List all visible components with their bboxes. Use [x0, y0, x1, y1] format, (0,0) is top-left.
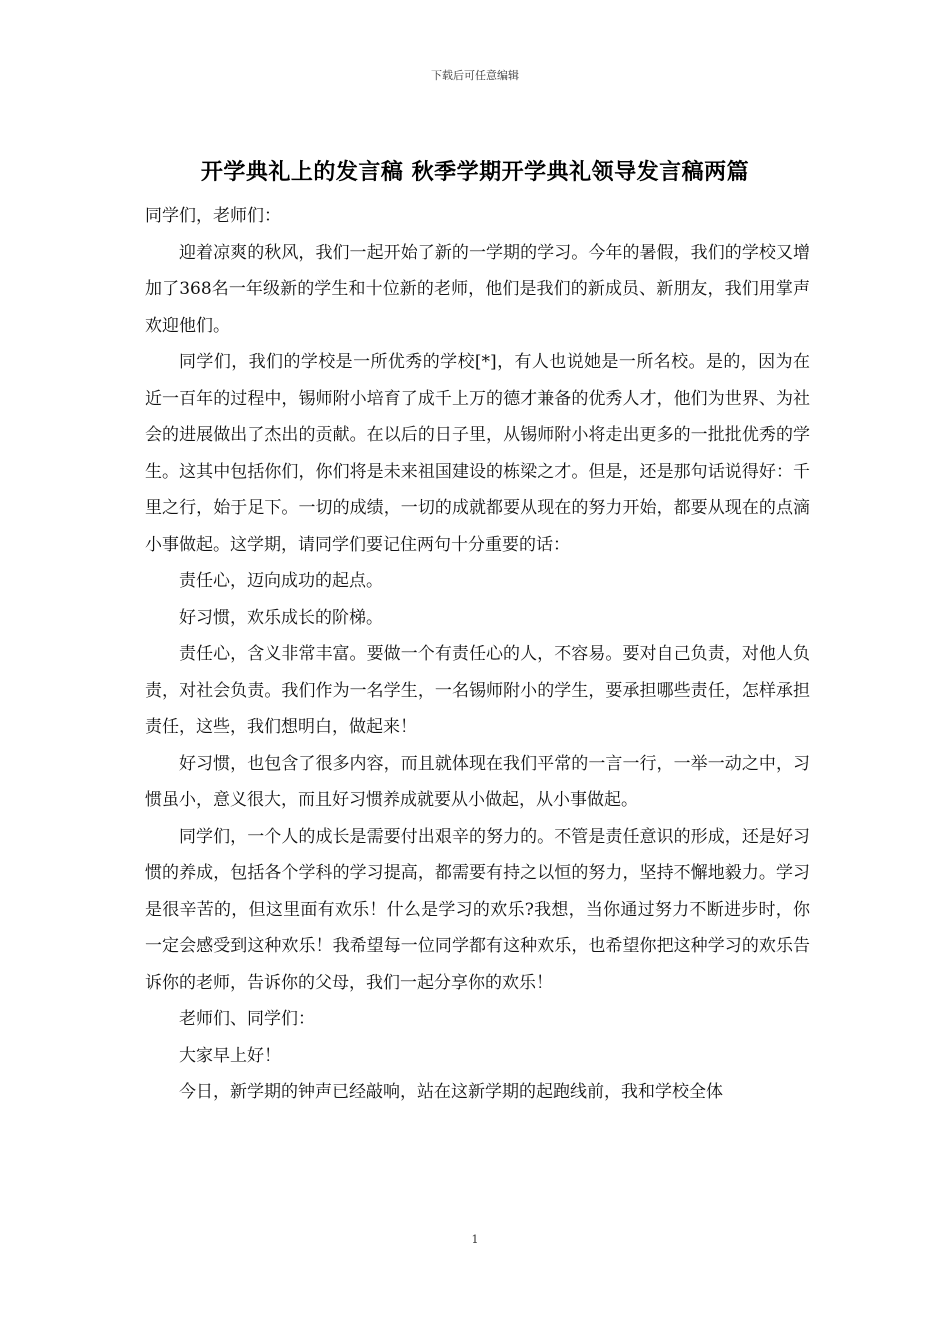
paragraph: 迎着凉爽的秋风，我们一起开始了新的一学期的学习。今年的暑假，我们的学校又增加了368名一年级新的学生和十位新的老师，他们是我们的新成员、新朋友，我们用掌声欢迎他们。 [145, 242, 810, 336]
paragraph: 大家早上好！ [179, 1045, 281, 1066]
paragraph: 同学们，一个人的成长是需要付出艰辛的努力的。不管是责任意识的形成，还是好习惯的养成，包括各个学科的学习提高，都需要有持之以恒的努力，坚持不懈地毅力。学习是很辛苦的，但这里面有欢乐！什么是学习的欢乐?我想，当你通过努力不断进步时，你一定会感受到这种欢乐！我希望每一位同学都有这种欢乐，也希望你把这种学习的欢乐告诉你的老师，告诉你的父母，我们一起分享你的欢乐！ [145, 826, 810, 993]
document-body [145, 198, 810, 1111]
paragraph: 老师们、同学们： [179, 1009, 315, 1029]
document-title: 开学典礼上的发言稿 秋季学期开学典礼领导发言稿两篇 [200, 159, 750, 185]
paragraph: 同学们，我们的学校是一所优秀的学校[*]，有人也说她是一所名校。是的，因为在近一百年的过程中，锡师附小培育了成千上万的德才兼备的优秀人才，他们为世界、为社会的进展做出了杰出的贡献。在以后的日子里，从锡师附小将走出更多的一批批优秀的学生。这其中包括你们，你们将是未来祖国建设的栋梁之才。但是，还是那句话说得好：千里之行，始于足下。一切的成绩，一切的成就都要从现在的努力开始，都要从现在的点滴小事做起。这学期，请同学们要记住两句十分重要的话： [145, 352, 810, 555]
page-header-note: 下载后可任意编辑 [431, 69, 519, 82]
paragraph: 好习惯，欢乐成长的阶梯。 [179, 607, 383, 628]
paragraph: 责任心，含义非常丰富。要做一个有责任心的人，不容易。要对自己负责，对他人负责，对社会负责。我们作为一名学生，一名锡师附小的学生，要承担哪些责任，怎样承担责任，这些，我们想明白，做起来！ [145, 644, 810, 737]
paragraph: 今日，新学期的钟声已经敲响，站在这新学期的起跑线前，我和学校全体 [179, 1082, 723, 1102]
paragraph: 责任心，迈向成功的起点。 [179, 571, 383, 591]
page-number: 1 [471, 1233, 479, 1246]
paragraph: 好习惯，也包含了很多内容，而且就体现在我们平常的一言一行，一举一动之中，习惯虽小，意义很大，而且好习惯养成就要从小做起，从小事做起。 [145, 753, 810, 810]
paragraph: 同学们，老师们： [145, 206, 281, 226]
